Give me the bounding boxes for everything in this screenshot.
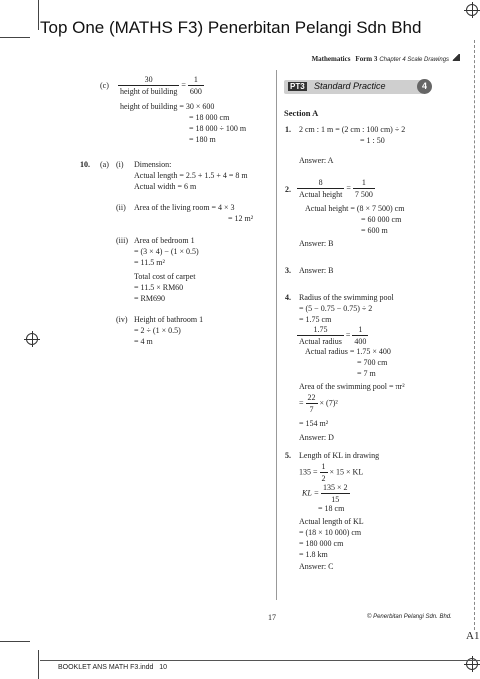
frac-den: 600 (189, 87, 202, 96)
text-line: = 11.5 m² (134, 258, 165, 267)
header-chapter: Chapter 4 Scale Drawings (379, 57, 450, 63)
text-line: Height of bathroom 1 (134, 315, 204, 324)
banner-label: Standard Practice (314, 81, 386, 91)
text-line: = 60 000 cm (361, 215, 402, 224)
footer-rule (40, 660, 480, 661)
text-line: = (5 − 0.75 − 0.75) ÷ 2 (299, 304, 373, 313)
registration-mark-icon (466, 4, 478, 16)
copyright: © Penerbitan Pelangi Sdn. Bhd. (367, 614, 452, 620)
text-line: = 180 m (189, 135, 216, 144)
text-line: Actual radius = 1.75 × 400 (305, 347, 391, 356)
text-line: = 18 cm (318, 504, 345, 513)
q4-equation (297, 324, 368, 347)
answer-line: Answer: D (299, 433, 334, 442)
text-line: 2 cm : 1 m = (2 cm : 100 cm) ÷ 2 (299, 125, 406, 134)
answer-line: Answer: B (299, 239, 334, 248)
text-line: Actual length = 2.5 + 1.5 + 4 = 8 m (134, 171, 248, 180)
question-number: 4. (285, 293, 291, 302)
answer-c-label: (c) (100, 81, 109, 90)
frac-den: 7 500 (354, 190, 373, 199)
text-line: = 7 m (357, 369, 376, 378)
file-name: BOOKLET ANS MATH F3.indd 10 (58, 664, 168, 671)
crop-mark (38, 0, 39, 30)
section-heading: Section A (284, 108, 319, 118)
answer-c-equation (118, 74, 204, 97)
equals: = (299, 398, 304, 408)
text-line: = 18 000 ÷ 100 m (189, 124, 247, 133)
text-line: Area of the living room = 4 × 3 (134, 203, 235, 212)
text-line: Length of KL in drawing (299, 451, 380, 460)
header-subject: Mathematics (311, 55, 351, 63)
text-line: × (7)² (319, 398, 338, 408)
frac-den: height of building (120, 87, 178, 96)
frac-den: Actual height (299, 190, 343, 199)
text-line: = 2 ÷ (1 × 0.5) (134, 326, 181, 335)
frac-den: Actual radius (299, 337, 342, 346)
part-label: (i) (116, 160, 124, 169)
standard-practice-banner (284, 80, 427, 94)
frac-num: 8 (297, 177, 344, 189)
frac-den: 400 (354, 337, 367, 346)
question-number: 10. (80, 160, 90, 169)
question-number: 3. (285, 266, 291, 275)
part-label: (iii) (116, 236, 128, 245)
equals: = (181, 80, 186, 90)
column-divider (276, 70, 277, 600)
text-line: = 11.5 × RM60 (134, 283, 184, 292)
text-line: Radius of the swimming pool (299, 293, 394, 302)
text-line: = RM690 (134, 294, 165, 303)
frac-num: 1 (353, 177, 375, 189)
crop-mark (38, 650, 39, 679)
text-line: 135 = (299, 467, 318, 477)
part-label: (ii) (116, 203, 126, 212)
text-line: Actual height = (8 × 7 500) cm (305, 204, 405, 213)
crop-mark (0, 37, 30, 38)
page-title: Top One (MATHS F3) Penerbitan Pelangi Sdn Bhd (40, 18, 422, 37)
text-line: = 1 : 50 (360, 136, 385, 145)
text-line: KL = (302, 488, 320, 498)
frac-num: 1.75 (297, 324, 344, 336)
frac-num: 1 (321, 462, 326, 471)
question-number: 1. (285, 125, 291, 134)
text-line: = 700 cm (357, 358, 388, 367)
equals: = (346, 183, 351, 193)
signal-icon (451, 54, 460, 61)
q5-equation-2 (302, 482, 350, 505)
frac-num: 30 (118, 74, 179, 86)
q5-equation-1 (299, 461, 363, 484)
question-number: 2. (285, 185, 291, 194)
text-line: = 154 m² (299, 419, 329, 428)
frac-num: 135 × 2 (323, 483, 348, 492)
text-line: Area of the swimming pool = πr² (299, 382, 405, 391)
frac-den: 7 (309, 405, 314, 414)
text-line: = 1.8 km (299, 550, 328, 559)
frac-den: 15 (331, 495, 340, 504)
text-line: Total cost of carpet (134, 272, 196, 281)
text-line: = 18 000 cm (189, 113, 230, 122)
pt3-logo: PT3 (290, 82, 305, 91)
page-side-label: A1 (466, 630, 480, 642)
registration-mark-icon (26, 333, 38, 345)
text-line: = 600 m (361, 226, 388, 235)
frac-num: 22 (307, 393, 316, 402)
text-line: Actual width = 6 m (134, 182, 197, 191)
frac-num: 1 (188, 74, 204, 86)
text-line: = 1.75 cm (299, 315, 332, 324)
running-header (312, 54, 460, 63)
text-line: × 15 × KL (329, 467, 364, 477)
text-line: = (18 × 10 000) cm (299, 528, 362, 537)
text-line: Actual length of KL (299, 517, 364, 526)
crop-mark (0, 641, 30, 642)
part-label: (iv) (116, 315, 128, 324)
text-line: Dimension: (134, 160, 172, 169)
text-line: height of building = 30 × 600 (120, 102, 215, 111)
text-line: = 4 m (134, 337, 153, 346)
text-line: = (3 × 4) − (1 × 0.5) (134, 247, 199, 256)
dashed-trim-line (474, 40, 475, 630)
part-label: (a) (100, 160, 109, 169)
text-line: = 12 m² (228, 214, 254, 223)
frac-num: 1 (352, 324, 368, 336)
equals: = (345, 330, 351, 340)
page-number: 17 (268, 613, 276, 622)
header-form: Form 3 (355, 55, 378, 63)
text-line: Area of bedroom 1 (134, 236, 195, 245)
text-line: = 180 000 cm (299, 539, 344, 548)
banner-number: 4 (417, 79, 432, 94)
q4-area-equation (299, 392, 338, 415)
frac-den: 2 (321, 474, 326, 483)
answer-line: Answer: B (299, 266, 334, 275)
answer-line: Answer: C (299, 562, 334, 571)
question-number: 5. (285, 451, 291, 460)
answer-line: Answer: A (299, 156, 334, 165)
q2-equation (297, 177, 375, 200)
